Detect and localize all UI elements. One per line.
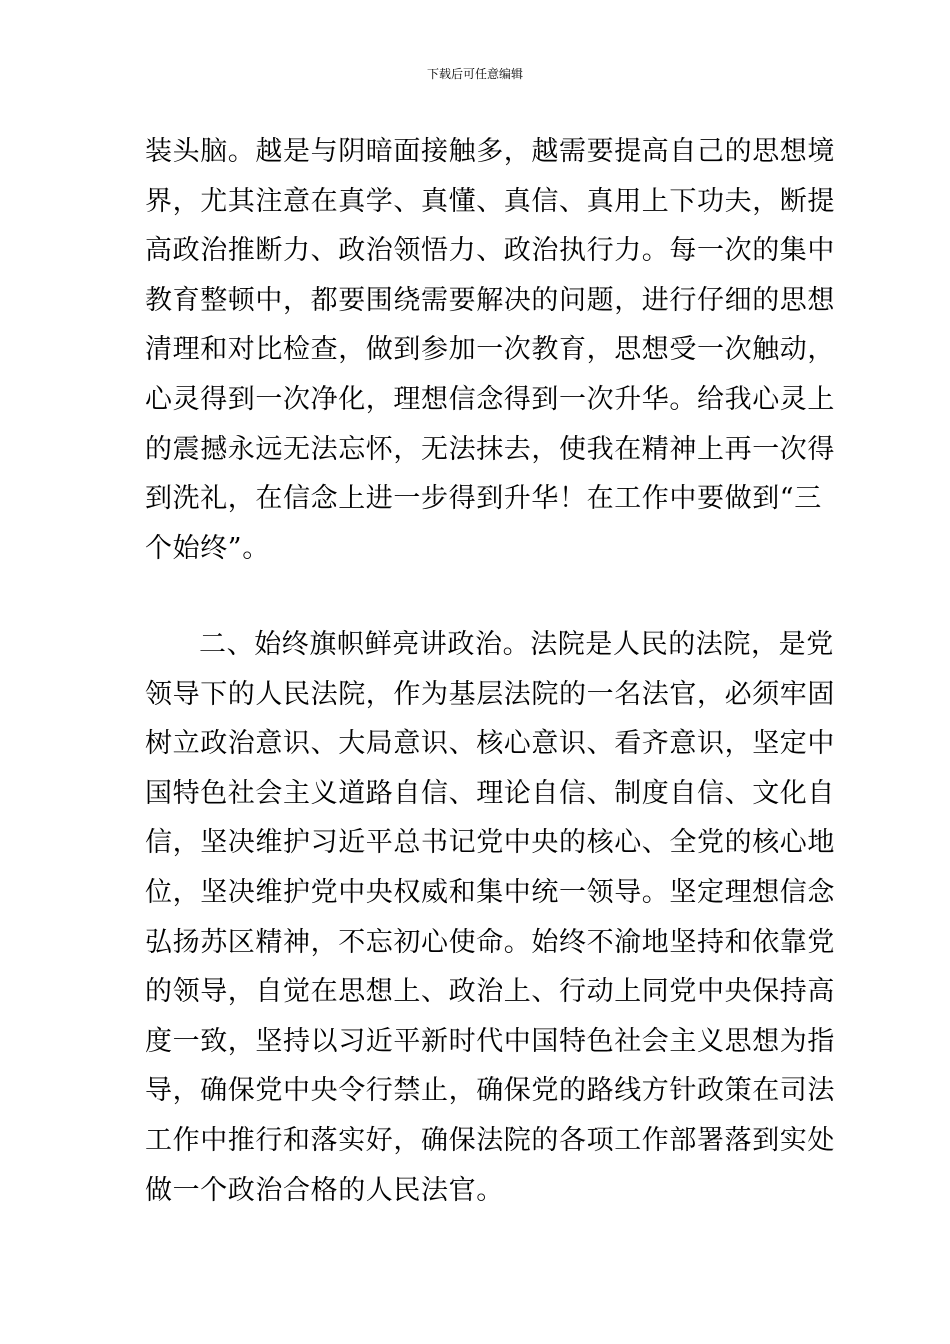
- paragraph-line: 做一个政治合格的人民法官。: [145, 1174, 504, 1206]
- paragraph-line: 个始终”。: [145, 532, 270, 564]
- paragraph-line: 树立政治意识、大局意识、核心意识、看齐意识，坚定中: [145, 728, 835, 760]
- paragraph-line: 的领导，自觉在思想上、政治上、行动上同党中央保持高: [145, 976, 835, 1008]
- paragraph-line: 高政治推断力、政治领悟力、政治执行力。每一次的集中: [145, 235, 835, 267]
- paragraph-line: 国特色社会主义道路自信、理论自信、制度自信、文化自: [145, 777, 835, 809]
- paragraph-section-two: [145, 620, 835, 1215]
- paragraph-line: 心灵得到一次净化，理想信念得到一次升华。给我心灵上: [145, 383, 835, 415]
- paragraph-line: 教育整顿中，都要围绕需要解决的问题，进行仔细的思想: [145, 284, 835, 316]
- paragraph-line: 装头脑。越是与阴暗面接触多，越需要提高自己的思想境: [145, 136, 835, 167]
- paragraph-line: 弘扬苏区精神，不忘初心使命。始终不渝地坚持和依靠党: [145, 926, 835, 958]
- paragraph-line: 界，尤其注意在真学、真懂、真信、真用上下功夫，断提: [145, 185, 835, 217]
- paragraph-continuation: [145, 127, 835, 573]
- paragraph-line: 信，坚决维护习近平总书记党中央的核心、全党的核心地: [145, 827, 835, 859]
- paragraph-line: 度一致，坚持以习近平新时代中国特色社会主义思想为指: [145, 1025, 835, 1057]
- paragraph-line: 领导下的人民法院，作为基层法院的一名法官，必须牢固: [145, 678, 835, 710]
- paragraph-line: 位，坚决维护党中央权威和集中统一领导。坚定理想信念: [145, 876, 835, 908]
- paragraph-line: 的震撼永远无法忘怀，无法抹去，使我在精神上再一次得: [145, 433, 835, 465]
- paragraph-line: 工作中推行和落实好，确保法院的各项工作部署落到实处: [145, 1124, 835, 1156]
- paragraph-first-line: 二、始终旗帜鲜亮讲政治。法院是人民的法院，是党: [199, 629, 834, 660]
- paragraph-line: 清理和对比检查，做到参加一次教育，思想受一次触动，: [145, 334, 835, 366]
- paragraph-line: 到洗礼，在信念上进一步得到升华！在工作中要做到“三: [145, 483, 822, 515]
- header-note: 下载后可任意编辑: [426, 67, 523, 81]
- paragraph-line: 导，确保党中央令行禁止，确保党的路线方针政策在司法: [145, 1075, 835, 1107]
